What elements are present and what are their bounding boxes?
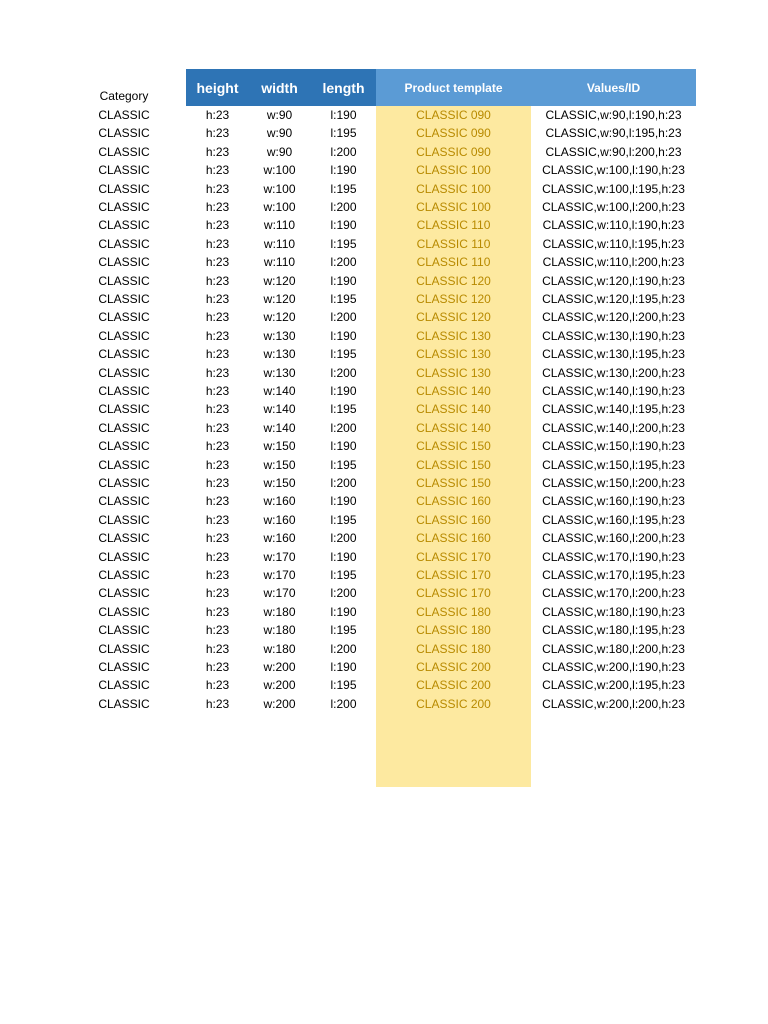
cell-height[interactable]: h:23 — [205, 144, 230, 159]
cell-category[interactable]: CLASSIC — [98, 641, 150, 656]
cell-length[interactable]: l:190 — [330, 660, 357, 674]
cell-values-id[interactable]: CLASSIC,w:170,l:200,h:23 — [542, 586, 685, 601]
cell-height[interactable]: h:23 — [205, 347, 230, 362]
cell-category[interactable]: CLASSIC — [98, 310, 150, 325]
table-row — [0, 106, 768, 124]
cell-values-id[interactable]: CLASSIC,w:160,l:200,h:23 — [542, 531, 685, 546]
cell-width[interactable]: w:140 — [263, 420, 296, 435]
cell-values-id[interactable]: CLASSIC,w:140,l:190,h:23 — [542, 384, 685, 398]
cell-height[interactable]: h:23 — [205, 604, 230, 619]
table-row — [0, 253, 768, 271]
cell-width[interactable]: w:150 — [263, 439, 296, 454]
cell-length[interactable]: l:190 — [330, 218, 357, 233]
table-row — [0, 603, 768, 621]
cell-height[interactable]: h:23 — [205, 181, 230, 196]
cell-height[interactable]: h:23 — [205, 218, 230, 233]
cell-values-id[interactable]: CLASSIC,w:130,l:200,h:23 — [542, 365, 685, 380]
cell-width[interactable]: w:100 — [263, 200, 296, 214]
cell-length[interactable]: l:195 — [330, 236, 357, 251]
cell-product-template[interactable]: CLASSIC 090 — [416, 108, 491, 122]
cell-category[interactable]: CLASSIC — [98, 255, 150, 270]
cell-width[interactable]: w:180 — [263, 623, 296, 638]
cell-width[interactable]: w:150 — [263, 457, 296, 472]
cell-length[interactable]: l:190 — [330, 328, 357, 343]
cell-category[interactable]: CLASSIC — [98, 568, 150, 582]
table-row — [0, 474, 768, 492]
cell-length[interactable]: l:200 — [330, 255, 357, 270]
cell-width[interactable]: w:110 — [263, 255, 296, 270]
cell-category[interactable]: CLASSIC — [98, 347, 150, 362]
cell-values-id[interactable]: CLASSIC,w:90,l:200,h:23 — [545, 144, 682, 159]
cell-width[interactable]: w:170 — [263, 568, 296, 582]
cell-values-id[interactable]: CLASSIC,w:140,l:200,h:23 — [542, 420, 685, 435]
cell-category[interactable]: CLASSIC — [98, 476, 150, 490]
cell-values-id[interactable]: CLASSIC,w:200,l:200,h:23 — [542, 696, 685, 711]
table-row — [0, 235, 768, 253]
cell-length[interactable]: l:195 — [330, 568, 357, 582]
cell-height[interactable]: h:23 — [205, 402, 230, 417]
table-row — [0, 437, 768, 455]
table-row — [0, 492, 768, 510]
cell-category[interactable]: CLASSIC — [98, 384, 150, 398]
cell-length[interactable]: l:190 — [330, 108, 357, 122]
table-row — [0, 327, 768, 345]
cell-width[interactable]: w:120 — [263, 273, 296, 288]
cell-length[interactable]: l:200 — [330, 641, 357, 656]
cell-category[interactable]: CLASSIC — [98, 402, 150, 417]
cell-length[interactable]: l:200 — [330, 420, 357, 435]
cell-width[interactable]: w:200 — [263, 678, 296, 693]
cell-category[interactable]: CLASSIC — [98, 586, 150, 601]
cell-length[interactable]: l:190 — [330, 494, 357, 509]
cell-values-id[interactable]: CLASSIC,w:180,l:195,h:23 — [542, 623, 685, 638]
cell-width[interactable]: w:90 — [266, 108, 293, 122]
cell-product-template[interactable]: CLASSIC 170 — [416, 549, 491, 564]
cell-product-template[interactable]: CLASSIC 160 — [416, 512, 491, 527]
cell-values-id[interactable]: CLASSIC,w:140,l:195,h:23 — [542, 402, 685, 417]
cell-category[interactable]: CLASSIC — [98, 144, 150, 159]
cell-product-template[interactable]: CLASSIC 150 — [416, 457, 491, 472]
cell-values-id[interactable]: CLASSIC,w:100,l:200,h:23 — [542, 200, 685, 214]
cell-length[interactable]: l:200 — [330, 531, 357, 546]
cell-category[interactable]: CLASSIC — [98, 218, 150, 233]
cell-product-template[interactable]: CLASSIC 180 — [416, 623, 491, 638]
table-row — [0, 621, 768, 639]
table-row — [0, 419, 768, 437]
cell-width[interactable]: w:160 — [263, 512, 296, 527]
cell-product-template[interactable]: CLASSIC 140 — [416, 402, 491, 417]
cell-category[interactable]: CLASSIC — [98, 531, 150, 546]
cell-length[interactable]: l:195 — [330, 181, 357, 196]
cell-values-id[interactable]: CLASSIC,w:150,l:200,h:23 — [542, 476, 685, 490]
cell-category[interactable]: CLASSIC — [98, 108, 150, 122]
cell-height[interactable]: h:23 — [205, 108, 230, 122]
table-row — [0, 345, 768, 363]
cell-height[interactable]: h:23 — [205, 328, 230, 343]
cell-height[interactable]: h:23 — [205, 255, 230, 270]
cell-height[interactable]: h:23 — [205, 384, 230, 398]
cell-length[interactable]: l:195 — [330, 292, 357, 306]
cell-category[interactable]: CLASSIC — [98, 494, 150, 509]
table-row — [0, 511, 768, 529]
cell-category[interactable]: CLASSIC — [98, 420, 150, 435]
cell-product-template[interactable]: CLASSIC 140 — [416, 384, 491, 398]
cell-height[interactable]: h:23 — [205, 568, 230, 582]
cell-height[interactable]: h:23 — [205, 163, 230, 178]
cell-length[interactable]: l:195 — [330, 678, 357, 693]
cell-length[interactable]: l:190 — [330, 604, 357, 619]
cell-length[interactable]: l:200 — [330, 144, 357, 159]
table-row — [0, 548, 768, 566]
cell-length[interactable]: l:200 — [330, 365, 357, 380]
cell-height[interactable]: h:23 — [205, 126, 230, 141]
cell-values-id[interactable]: CLASSIC,w:110,l:195,h:23 — [542, 236, 685, 251]
cell-category[interactable]: CLASSIC — [98, 273, 150, 288]
cell-category[interactable]: CLASSIC — [98, 163, 150, 178]
cell-values-id[interactable]: CLASSIC,w:100,l:190,h:23 — [542, 163, 685, 178]
cell-width[interactable]: w:200 — [263, 696, 296, 711]
cell-values-id[interactable]: CLASSIC,w:200,l:190,h:23 — [542, 660, 685, 674]
cell-values-id[interactable]: CLASSIC,w:90,l:195,h:23 — [545, 126, 682, 141]
cell-length[interactable]: l:195 — [330, 457, 357, 472]
cell-product-template[interactable]: CLASSIC 130 — [416, 347, 491, 362]
cell-width[interactable]: w:140 — [263, 384, 296, 398]
table-row — [0, 382, 768, 400]
cell-height[interactable]: h:23 — [205, 457, 230, 472]
cell-width[interactable]: w:180 — [263, 641, 296, 656]
cell-product-template[interactable]: CLASSIC 200 — [416, 696, 491, 711]
cell-product-template[interactable]: CLASSIC 130 — [416, 328, 491, 343]
cell-width[interactable]: w:90 — [266, 126, 293, 141]
cell-height[interactable]: h:23 — [205, 476, 230, 490]
cell-values-id[interactable]: CLASSIC,w:120,l:195,h:23 — [542, 292, 685, 306]
cell-height[interactable]: h:23 — [205, 365, 230, 380]
cell-category[interactable]: CLASSIC — [98, 181, 150, 196]
table-row — [0, 308, 768, 326]
cell-length[interactable]: l:195 — [330, 623, 357, 638]
cell-height[interactable]: h:23 — [205, 641, 230, 656]
table-row — [0, 529, 768, 547]
cell-product-template[interactable]: CLASSIC 100 — [416, 163, 491, 178]
cell-product-template[interactable]: CLASSIC 200 — [416, 660, 491, 674]
cell-width[interactable]: w:160 — [263, 531, 296, 546]
cell-values-id[interactable]: CLASSIC,w:170,l:190,h:23 — [542, 549, 685, 564]
cell-height[interactable]: h:23 — [205, 273, 230, 288]
cell-product-template[interactable]: CLASSIC 200 — [416, 678, 491, 693]
cell-height[interactable]: h:23 — [205, 678, 230, 693]
cell-product-template[interactable]: CLASSIC 110 — [416, 218, 491, 233]
table-row — [0, 216, 768, 234]
cell-product-template[interactable]: CLASSIC 170 — [416, 568, 491, 582]
cell-length[interactable]: l:200 — [330, 696, 357, 711]
cell-values-id[interactable]: CLASSIC,w:160,l:195,h:23 — [542, 512, 685, 527]
header-product-template[interactable]: Product template — [404, 80, 503, 95]
cell-width[interactable]: w:120 — [263, 310, 296, 325]
cell-product-template[interactable]: CLASSIC 160 — [416, 494, 491, 509]
cell-product-template[interactable]: CLASSIC 180 — [416, 641, 491, 656]
table-row — [0, 400, 768, 418]
cell-category[interactable]: CLASSIC — [98, 126, 150, 141]
cell-width[interactable]: w:130 — [263, 347, 296, 362]
cell-product-template[interactable]: CLASSIC 090 — [416, 126, 491, 141]
cell-width[interactable]: w:100 — [263, 181, 296, 196]
cell-category[interactable]: CLASSIC — [98, 439, 150, 454]
cell-category[interactable]: CLASSIC — [98, 457, 150, 472]
cell-category[interactable]: CLASSIC — [98, 549, 150, 564]
cell-values-id[interactable]: CLASSIC,w:110,l:200,h:23 — [542, 255, 685, 270]
cell-height[interactable]: h:23 — [205, 512, 230, 527]
cell-height[interactable]: h:23 — [205, 660, 230, 674]
cell-length[interactable]: l:190 — [330, 273, 357, 288]
cell-length[interactable]: l:190 — [330, 163, 357, 178]
cell-width[interactable]: w:110 — [263, 236, 296, 251]
cell-height[interactable]: h:23 — [205, 439, 230, 454]
cell-product-template[interactable]: CLASSIC 120 — [416, 310, 491, 325]
cell-width[interactable]: w:130 — [263, 365, 296, 380]
cell-height[interactable]: h:23 — [205, 236, 230, 251]
cell-product-template[interactable]: CLASSIC 120 — [416, 273, 491, 288]
cell-length[interactable]: l:200 — [330, 476, 357, 490]
cell-product-template[interactable]: CLASSIC 150 — [416, 476, 491, 490]
cell-length[interactable]: l:195 — [330, 512, 357, 527]
table-row — [0, 584, 768, 602]
cell-height[interactable]: h:23 — [205, 494, 230, 509]
table-row — [0, 272, 768, 290]
cell-values-id[interactable]: CLASSIC,w:100,l:195,h:23 — [542, 181, 685, 196]
cell-product-template[interactable]: CLASSIC 090 — [416, 144, 491, 159]
cell-width[interactable]: w:140 — [263, 402, 296, 417]
table-row — [0, 161, 768, 179]
table-row — [0, 566, 768, 584]
cell-length[interactable]: l:195 — [330, 126, 357, 141]
header-length[interactable]: length — [322, 79, 365, 96]
cell-category[interactable]: CLASSIC — [98, 604, 150, 619]
table-row — [0, 695, 768, 713]
cell-length[interactable]: l:200 — [330, 200, 357, 214]
cell-category[interactable]: CLASSIC — [98, 696, 150, 711]
header-height[interactable]: height — [196, 79, 239, 96]
table-row — [0, 124, 768, 142]
cell-values-id[interactable]: CLASSIC,w:120,l:190,h:23 — [542, 273, 685, 288]
cell-category[interactable]: CLASSIC — [98, 678, 150, 693]
cell-product-template[interactable]: CLASSIC 160 — [416, 531, 491, 546]
cell-width[interactable]: w:110 — [263, 218, 296, 233]
cell-values-id[interactable]: CLASSIC,w:120,l:200,h:23 — [542, 310, 685, 325]
cell-length[interactable]: l:190 — [330, 549, 357, 564]
cell-height[interactable]: h:23 — [205, 200, 230, 214]
cell-height[interactable]: h:23 — [205, 292, 230, 306]
cell-product-template[interactable]: CLASSIC 100 — [416, 181, 491, 196]
cell-length[interactable]: l:195 — [330, 347, 357, 362]
cell-product-template[interactable]: CLASSIC 110 — [416, 236, 491, 251]
table-row — [0, 658, 768, 676]
cell-width[interactable]: w:100 — [263, 163, 296, 178]
cell-category[interactable]: CLASSIC — [98, 660, 150, 674]
cell-width[interactable]: w:120 — [263, 292, 296, 306]
table-row — [0, 456, 768, 474]
cell-product-template[interactable]: CLASSIC 170 — [416, 586, 491, 601]
cell-values-id[interactable]: CLASSIC,w:180,l:200,h:23 — [542, 641, 685, 656]
cell-product-template[interactable]: CLASSIC 120 — [416, 292, 491, 306]
cell-values-id[interactable]: CLASSIC,w:160,l:190,h:23 — [542, 494, 685, 509]
table-row — [0, 640, 768, 658]
table-row — [0, 364, 768, 382]
cell-width[interactable]: w:90 — [266, 144, 293, 159]
cell-category[interactable]: CLASSIC — [98, 236, 150, 251]
cell-category[interactable]: CLASSIC — [98, 200, 150, 214]
cell-width[interactable]: w:150 — [263, 476, 296, 490]
table-row — [0, 676, 768, 694]
cell-length[interactable]: l:195 — [330, 402, 357, 417]
cell-product-template[interactable]: CLASSIC 100 — [416, 200, 491, 214]
cell-product-template[interactable]: CLASSIC 110 — [416, 255, 491, 270]
table-row — [0, 198, 768, 216]
cell-width[interactable]: w:170 — [263, 586, 296, 601]
cell-height[interactable]: h:23 — [205, 696, 230, 711]
cell-width[interactable]: w:200 — [263, 660, 296, 674]
cell-values-id[interactable]: CLASSIC,w:200,l:195,h:23 — [542, 678, 685, 693]
cell-length[interactable]: l:190 — [330, 384, 357, 398]
cell-category[interactable]: CLASSIC — [98, 328, 150, 343]
cell-category[interactable]: CLASSIC — [98, 365, 150, 380]
cell-values-id[interactable]: CLASSIC,w:170,l:195,h:23 — [542, 568, 685, 582]
cell-width[interactable]: w:180 — [263, 604, 296, 619]
header-width[interactable]: width — [261, 79, 298, 96]
cell-values-id[interactable]: CLASSIC,w:150,l:195,h:23 — [542, 457, 685, 472]
cell-height[interactable]: h:23 — [205, 420, 230, 435]
header-values-id[interactable]: Values/ID — [586, 80, 641, 95]
cell-values-id[interactable]: CLASSIC,w:90,l:190,h:23 — [545, 108, 682, 122]
cell-product-template[interactable]: CLASSIC 140 — [416, 420, 491, 435]
cell-width[interactable]: w:160 — [263, 494, 296, 509]
cell-values-id[interactable]: CLASSIC,w:110,l:190,h:23 — [542, 218, 685, 233]
table-row — [0, 180, 768, 198]
cell-values-id[interactable]: CLASSIC,w:130,l:195,h:23 — [542, 347, 685, 362]
cell-height[interactable]: h:23 — [205, 531, 230, 546]
cell-product-template[interactable]: CLASSIC 180 — [416, 604, 491, 619]
header-category[interactable]: Category — [99, 89, 149, 103]
cell-width[interactable]: w:130 — [263, 328, 296, 343]
cell-height[interactable]: h:23 — [205, 549, 230, 564]
cell-length[interactable]: l:200 — [330, 310, 357, 325]
cell-product-template[interactable]: CLASSIC 130 — [416, 365, 491, 380]
cell-values-id[interactable]: CLASSIC,w:150,l:190,h:23 — [542, 439, 685, 454]
cell-category[interactable]: CLASSIC — [98, 512, 150, 527]
cell-category[interactable]: CLASSIC — [98, 623, 150, 638]
cell-values-id[interactable]: CLASSIC,w:130,l:190,h:23 — [542, 328, 685, 343]
cell-values-id[interactable]: CLASSIC,w:180,l:190,h:23 — [542, 604, 685, 619]
table-row — [0, 143, 768, 161]
cell-category[interactable]: CLASSIC — [98, 292, 150, 306]
table-row — [0, 290, 768, 308]
cell-height[interactable]: h:23 — [205, 586, 230, 601]
cell-length[interactable]: l:200 — [330, 586, 357, 601]
cell-height[interactable]: h:23 — [205, 310, 230, 325]
cell-height[interactable]: h:23 — [205, 623, 230, 638]
cell-width[interactable]: w:170 — [263, 549, 296, 564]
cell-product-template[interactable]: CLASSIC 150 — [416, 439, 491, 454]
cell-length[interactable]: l:190 — [330, 439, 357, 454]
